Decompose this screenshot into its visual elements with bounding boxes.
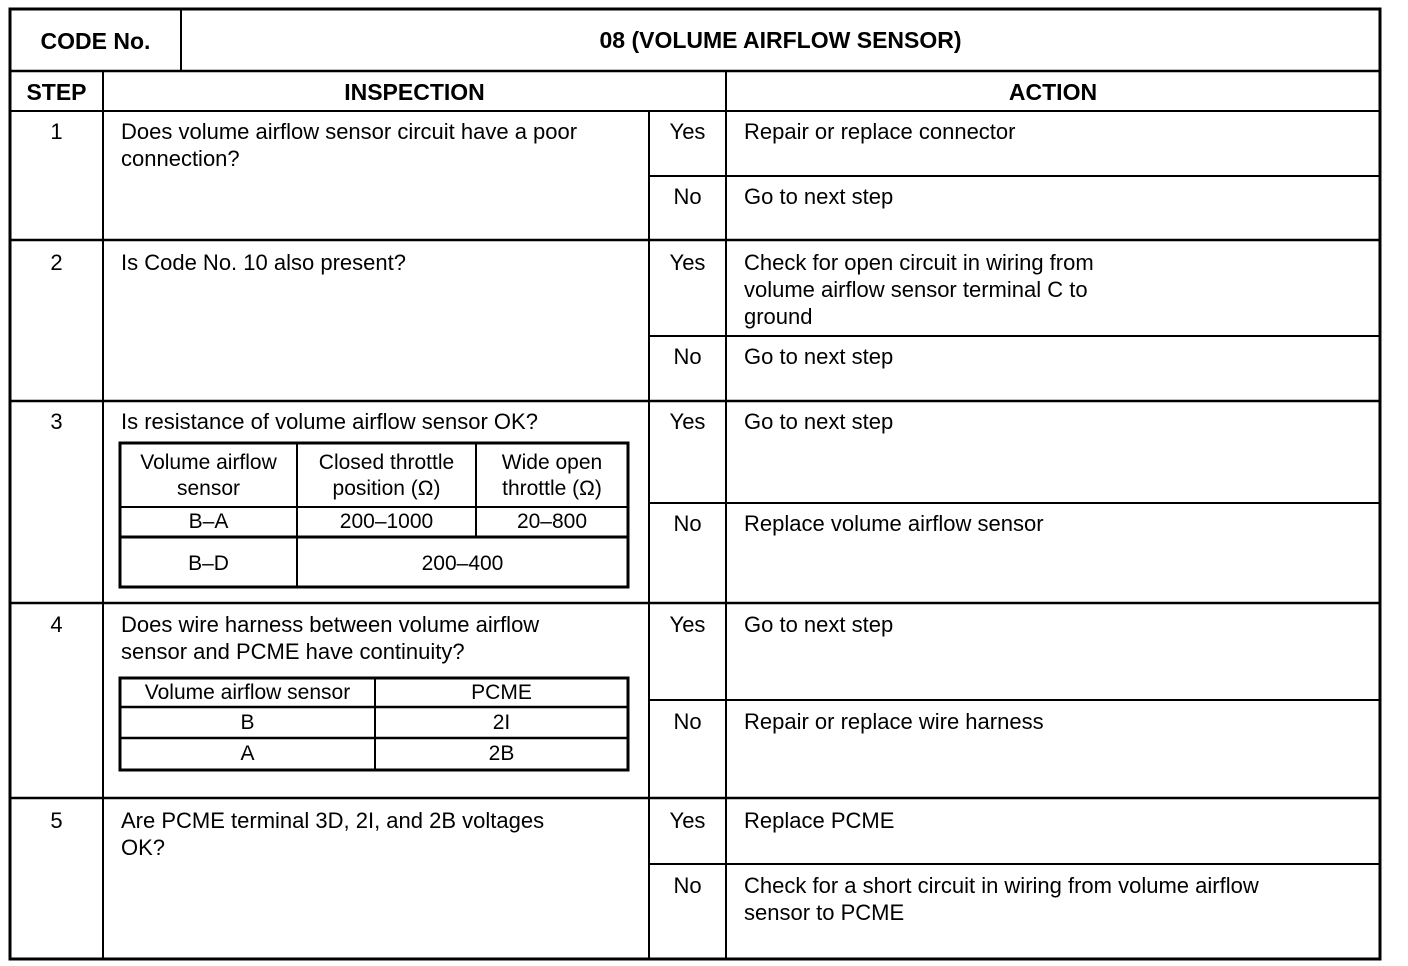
no-action: Replace volume airflow sensor: [744, 511, 1044, 536]
yes-action: Go to next step: [744, 612, 894, 637]
yes-label: Yes: [669, 808, 706, 833]
inspection-column-header: INSPECTION: [344, 79, 485, 105]
no-action: Repair or replace wire harness: [744, 709, 1044, 734]
table-header: position (Ω): [332, 477, 441, 500]
table-cell: B–A: [188, 510, 229, 533]
step-number: 3: [50, 409, 63, 434]
no-action: sensor to PCME: [744, 900, 905, 925]
table-cell: A: [240, 742, 255, 765]
table-header: PCME: [471, 681, 532, 704]
no-label: No: [673, 184, 702, 209]
table-header: throttle (Ω): [502, 477, 602, 500]
code-title: 08 (VOLUME AIRFLOW SENSOR): [599, 27, 962, 53]
step-number: 4: [50, 612, 63, 637]
inspection-text: sensor and PCME have continuity?: [121, 639, 465, 664]
table-cell: 200–400: [421, 552, 504, 575]
yes-action: Repair or replace connector: [744, 119, 1016, 144]
no-label: No: [673, 344, 702, 369]
table-cell: 2I: [492, 711, 511, 734]
inspection-text: Is Code No. 10 also present?: [121, 250, 406, 275]
no-label: No: [673, 709, 702, 734]
table-header: Volume airflow: [140, 451, 277, 474]
table-header: Volume airflow sensor: [144, 681, 351, 704]
step-number: 5: [50, 808, 63, 833]
inspection-text: OK?: [121, 835, 166, 860]
inspection-text: Does volume airflow sensor circuit have a poor: [121, 119, 578, 144]
yes-label: Yes: [669, 119, 706, 144]
table-cell: B: [240, 711, 255, 734]
code-label: CODE No.: [40, 28, 151, 54]
inspection-text: Does wire harness between volume airflow: [121, 612, 540, 637]
inspection-text: connection?: [121, 146, 240, 171]
inspection-text: Are PCME terminal 3D, 2I, and 2B voltages: [121, 808, 545, 833]
table-cell: 20–800: [516, 510, 588, 533]
yes-action: Check for open circuit in wiring from: [744, 250, 1094, 275]
table-cell: 2B: [488, 742, 515, 765]
no-action: Check for a short circuit in wiring from volume airflow: [744, 873, 1259, 898]
step-number: 2: [50, 250, 63, 275]
inspection-text: Is resistance of volume airflow sensor OK?: [121, 409, 538, 434]
no-action: Go to next step: [744, 344, 894, 369]
yes-action: Go to next step: [744, 409, 894, 434]
action-column-header: ACTION: [1008, 79, 1098, 105]
step-column-header: STEP: [26, 79, 87, 105]
yes-action: volume airflow sensor terminal C to: [744, 277, 1088, 302]
step-number: 1: [50, 119, 63, 144]
yes-action: Replace PCME: [744, 808, 895, 833]
no-label: No: [673, 511, 702, 536]
table-cell: 200–1000: [339, 510, 434, 533]
table-header: Wide open: [501, 451, 603, 474]
yes-label: Yes: [669, 612, 706, 637]
table-header: sensor: [176, 477, 241, 500]
no-label: No: [673, 873, 702, 898]
yes-action: ground: [744, 304, 813, 329]
no-action: Go to next step: [744, 184, 894, 209]
yes-label: Yes: [669, 409, 706, 434]
yes-label: Yes: [669, 250, 706, 275]
table-header: Closed throttle: [318, 451, 455, 474]
table-cell: B–D: [188, 552, 229, 575]
